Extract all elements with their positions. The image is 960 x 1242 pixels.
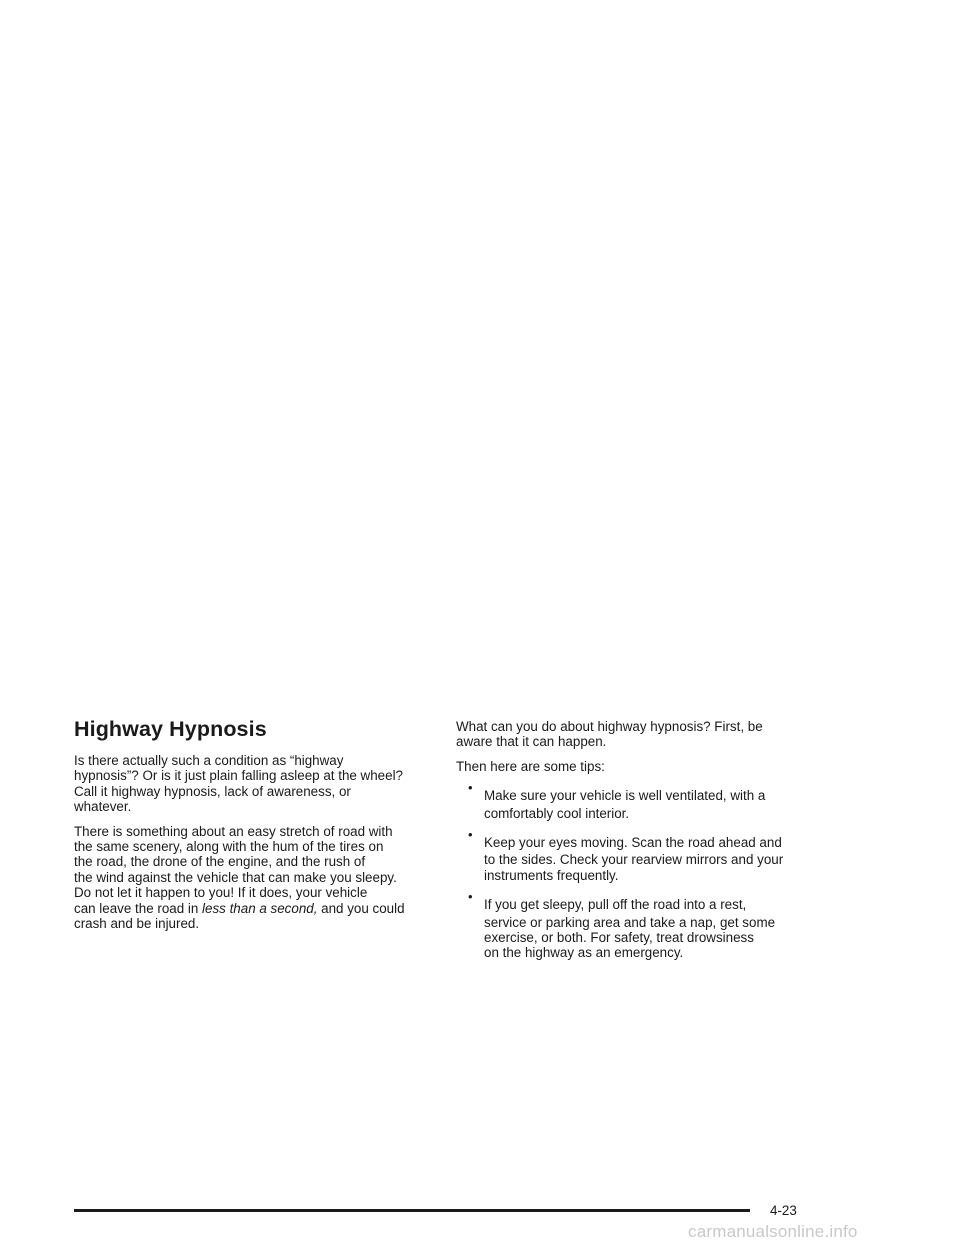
text-line: the wind against the vehicle that can make you sleepy.	[74, 869, 397, 885]
left-column	[74, 716, 439, 940]
text-line: There is something about an easy stretch of road with	[74, 823, 393, 839]
footer-rule	[74, 1209, 750, 1212]
watermark: carmanualsonline.info	[688, 1222, 858, 1241]
text-line: on the highway as an emergency.	[484, 945, 684, 961]
section-title: Highway Hypnosis	[74, 717, 267, 741]
text-line: crash and be injured.	[74, 916, 200, 932]
paragraph-road-scenery	[74, 824, 439, 932]
text-run: can leave the road in	[74, 900, 203, 916]
text-line: exercise, or both. For safety, treat drowsiness	[484, 930, 754, 946]
text-line: whatever.	[74, 799, 132, 815]
list-item	[456, 780, 816, 821]
text-line: aware that it can happen.	[456, 734, 607, 750]
text-run: and you could	[317, 900, 405, 916]
paragraph-what-can-you-do	[456, 719, 816, 750]
text-line: service or parking area and take a nap, get some	[484, 914, 776, 930]
right-column	[456, 719, 816, 970]
list-item	[456, 827, 816, 883]
list-item	[456, 889, 816, 961]
text-line: the road, the drone of the engine, and the rush of	[74, 854, 366, 870]
text-line: Make sure your vehicle is well ventilated, with a	[484, 788, 766, 804]
text-line: instruments frequently.	[484, 867, 619, 883]
tips-list	[456, 780, 816, 961]
emphasis-less-than-a-second: less than a second,	[202, 900, 318, 916]
paragraph-highway-hypnosis-question	[74, 753, 439, 815]
page-number: 4-23	[770, 1203, 797, 1218]
text-line-with-emphasis	[74, 901, 439, 916]
text-line: hypnosis”? Or is it just plain falling asleep at the wheel?	[74, 768, 403, 784]
text-line: If you get sleepy, pull off the road into a rest,	[484, 897, 747, 913]
text-line: comfortably cool interior.	[484, 805, 630, 821]
text-line: Do not let it happen to you! If it does, your vehicle	[74, 885, 368, 901]
paragraph-tips-intro: Then here are some tips:	[456, 758, 605, 774]
bullet-icon: •	[468, 780, 473, 796]
bullet-icon: •	[468, 827, 473, 843]
text-line: Keep your eyes moving. Scan the road ahead and	[484, 835, 782, 851]
text-line: the same scenery, along with the hum of the tires on	[74, 839, 384, 855]
text-line: What can you do about highway hypnosis? First, be	[456, 719, 763, 734]
text-line: Is there actually such a condition as “highway	[74, 753, 344, 768]
bullet-icon: •	[468, 889, 473, 905]
text-line: to the sides. Check your rearview mirrors and your	[484, 852, 784, 868]
text-line: Call it highway hypnosis, lack of awareness, or	[74, 783, 351, 799]
